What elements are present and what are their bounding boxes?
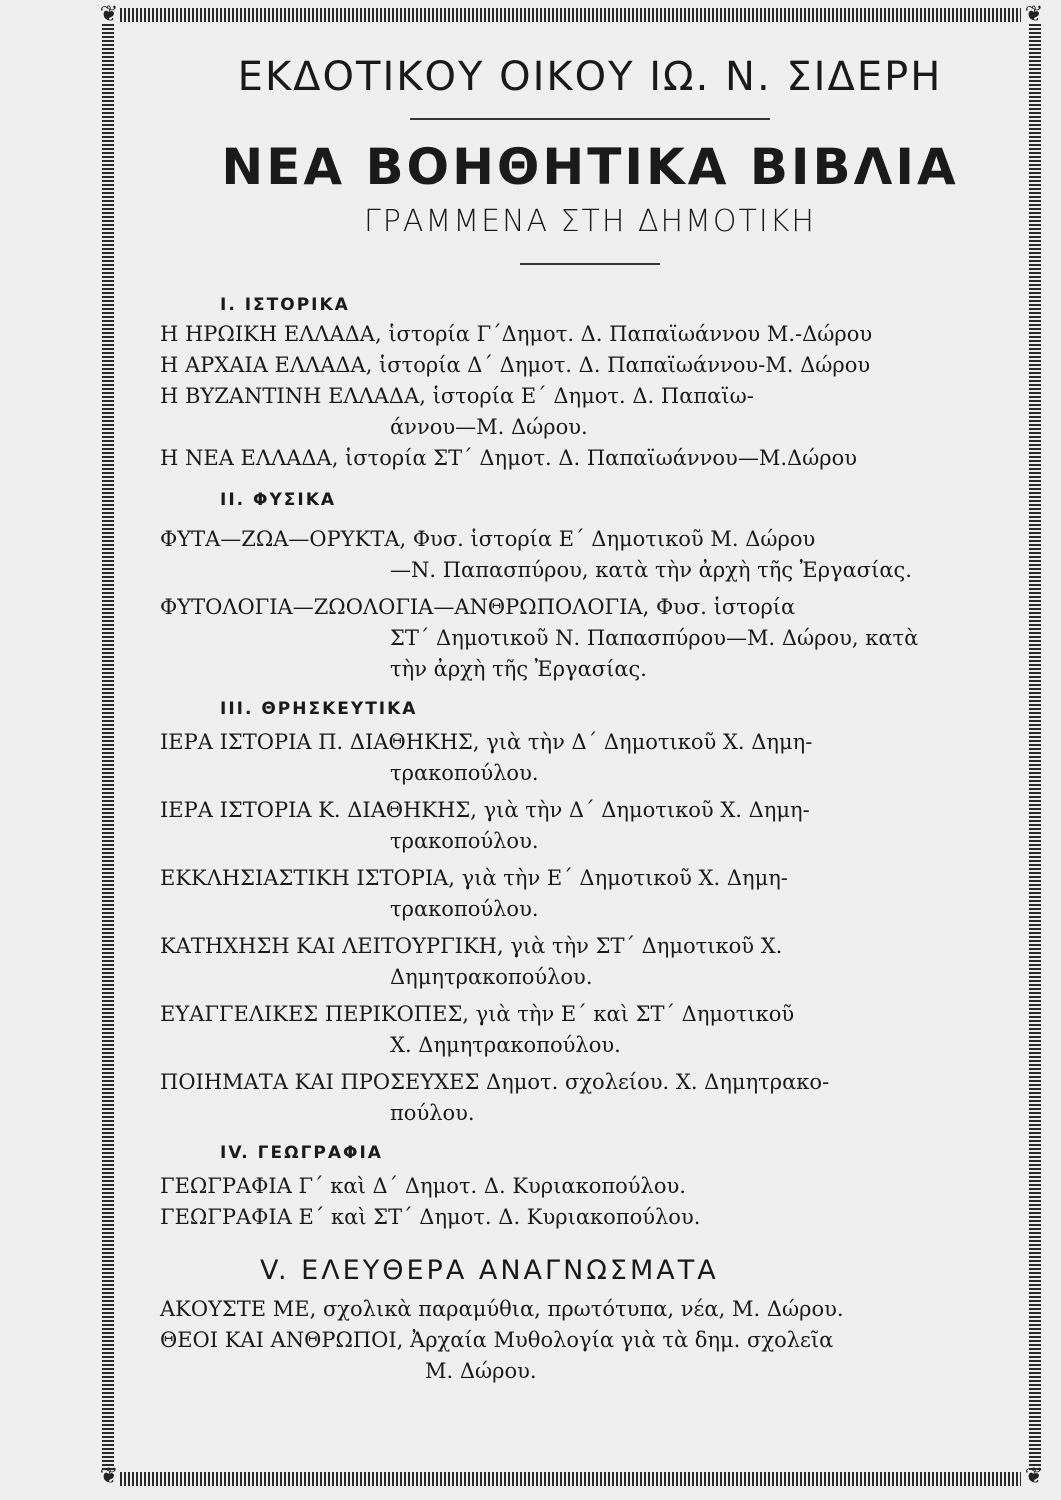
list-item — [160, 1202, 1020, 1233]
entry-text: ΓΕΩΓΡΑΦΙΑ Γ΄ καὶ Δ΄ Δημοτ. Δ. Κυριακοπούλου. — [160, 1174, 686, 1198]
ornamental-border-right — [1029, 24, 1041, 1470]
section-heading: V. ΕΛΕΥΘΕΡΑ ΑΝΑΓΝΩΣΜΑΤΑ — [260, 1255, 719, 1286]
ornamental-border-top — [120, 8, 1021, 22]
corner-ornament-icon: ❦ — [1024, 2, 1044, 27]
entry-text: ΙΕΡΑ ΙΣΤΟΡΙΑ Κ. ΔΙΑΘΗΚΗΣ, γιὰ τὴν Δ΄ Δημοτικοῦ Χ. Δημη- — [160, 798, 810, 822]
entry-text: ΦΥΤΟΛΟΓΙΑ—ΖΩΟΛΟΓΙΑ—ΑΝΘΡΩΠΟΛΟΓΙΑ, Φυσ. ἱστορία — [160, 595, 796, 619]
list-item — [160, 350, 1020, 381]
ad-content — [160, 40, 1020, 1387]
entry-text: ΘΕΟΙ ΚΑΙ ΑΝΘΡΩΠΟΙ, Ἀρχαία Μυθολογία γιὰ τὰ δημ. σχολεῖα — [160, 1328, 834, 1352]
list-item — [160, 863, 1020, 925]
entry-continuation: Χ. Δημητρακοπούλου. — [390, 1033, 621, 1057]
entry-text: Η ΗΡΩΙΚΗ ΕΛΛΑΔΑ, ἱστορία Γ΄Δημοτ. Δ. Παπαϊωάννου Μ.-Δώρου — [160, 322, 873, 346]
entry-continuation: Μ. Δώρου. — [425, 1359, 537, 1383]
publisher-name: ΕΚΔΟΤΙΚΟΥ ΟΙΚΟΥ ΙΩ. Ν. ΣΙΔΕΡΗ — [237, 54, 943, 100]
entry-continuation: πούλου. — [390, 1101, 475, 1125]
entry-continuation: τὴν ἀρχὴ τῆς Ἐργασίας. — [390, 657, 647, 681]
divider — [520, 263, 660, 265]
entry-text: ΚΑΤΗΧΗΣΗ ΚΑΙ ΛΕΙΤΟΥΡΓΙΚΗ, γιὰ τὴν ΣΤ΄ Δημοτικοῦ Χ. — [160, 934, 783, 958]
list-item — [160, 931, 1020, 993]
entry-continuation: Δημητρακοπούλου. — [390, 965, 593, 989]
list-item — [160, 1325, 1020, 1387]
list-item — [160, 727, 1020, 789]
section-geography — [160, 1143, 1020, 1233]
list-item — [160, 1294, 1020, 1325]
list-item — [160, 524, 1020, 586]
corner-ornament-icon: ❦ — [99, 2, 119, 27]
list-item — [160, 319, 1020, 350]
corner-ornament-icon: ❦ — [1024, 1464, 1044, 1489]
section-religion — [160, 699, 1020, 1129]
section-readings — [160, 1255, 1020, 1387]
page-subtitle: ΓΡΑΜΜΕΝΑ ΣΤΗ ΔΗΜΟΤΙΚΗ — [364, 204, 816, 239]
entry-continuation: τρακοπούλου. — [390, 761, 539, 785]
list-item — [160, 1067, 1020, 1129]
entry-continuation: τρακοπούλου. — [390, 897, 539, 921]
entry-text: ΦΥΤΑ—ΖΩΑ—ΟΡΥΚΤΑ, Φυσ. ἱστορία Ε΄ Δημοτικοῦ Μ. Δώρου — [160, 527, 816, 551]
entry-text: Η ΝΕΑ ΕΛΛΑΔΑ, ἱστορία ΣΤ΄ Δημοτ. Δ. Παπαϊωάννου—Μ.Δώρου — [160, 446, 858, 470]
section-heading: Ι. ΙΣΤΟΡΙΚΑ — [220, 295, 350, 315]
entry-continuation: τρακοπούλου. — [390, 829, 539, 853]
section-heading: ΙΙΙ. ΘΡΗΣΚΕΥΤΙΚΑ — [220, 699, 418, 719]
ornamental-border-bottom — [120, 1472, 1021, 1486]
list-item — [160, 999, 1020, 1061]
divider — [410, 118, 770, 120]
list-item — [160, 592, 1020, 685]
list-item — [160, 381, 1020, 443]
entry-text: ΓΕΩΓΡΑΦΙΑ Ε΄ καὶ ΣΤ΄ Δημοτ. Δ. Κυριακοπούλου. — [160, 1205, 701, 1229]
section-heading: ΙV. ΓΕΩΓΡΑΦΙΑ — [220, 1143, 383, 1163]
entry-text: ΕΥΑΓΓΕΛΙΚΕΣ ΠΕΡΙΚΟΠΕΣ, γιὰ τὴν Ε΄ καὶ ΣΤ΄ Δημοτικοῦ — [160, 1002, 795, 1026]
entry-continuation: άννου—Μ. Δώρου. — [390, 415, 588, 439]
section-heading: ΙΙ. ΦΥΣΙΚΑ — [220, 490, 337, 510]
entry-text: Η ΒΥΖΑΝΤΙΝΗ ΕΛΛΑΔΑ, ἱστορία Ε΄ Δημοτ. Δ. Παπαϊω- — [160, 384, 754, 408]
entry-text: ΑΚΟΥΣΤΕ ΜΕ, σχολικὰ παραμύθια, πρωτότυπα, νέα, Μ. Δώρου. — [160, 1297, 844, 1321]
list-item — [160, 443, 1020, 474]
section-science — [160, 490, 1020, 685]
entry-continuation: —Ν. Παπασπύρου, κατὰ τὴν ἀρχὴ τῆς Ἐργασίας. — [390, 558, 912, 582]
section-history — [160, 295, 1020, 474]
entry-continuation: ΣΤ΄ Δημοτικοῦ Ν. Παπασπύρου—Μ. Δώρου, κατὰ — [390, 626, 919, 650]
entry-text: ΙΕΡΑ ΙΣΤΟΡΙΑ Π. ΔΙΑΘΗΚΗΣ, γιὰ τὴν Δ΄ Δημοτικοῦ Χ. Δημη- — [160, 730, 813, 754]
corner-ornament-icon: ❦ — [99, 1464, 119, 1489]
ornamental-border-left — [102, 24, 114, 1470]
list-item — [160, 1171, 1020, 1202]
entry-text: ΕΚΚΛΗΣΙΑΣΤΙΚΗ ΙΣΤΟΡΙΑ, γιὰ τὴν Ε΄ Δημοτικοῦ Χ. Δημη- — [160, 866, 788, 890]
entry-text: ΠΟΙΗΜΑΤΑ ΚΑΙ ΠΡΟΣΕΥΧΕΣ Δημοτ. σχολείου. Χ. Δημητρακο- — [160, 1070, 830, 1094]
list-item — [160, 795, 1020, 857]
page-title: ΝΕΑ ΒΟΗΘΗΤΙΚΑ ΒΙΒΛΙΑ — [221, 138, 959, 196]
entry-text: Η ΑΡΧΑΙΑ ΕΛΛΑΔΑ, ἱστορία Δ΄ Δημοτ. Δ. Παπαϊωάννου-Μ. Δώρου — [160, 353, 871, 377]
